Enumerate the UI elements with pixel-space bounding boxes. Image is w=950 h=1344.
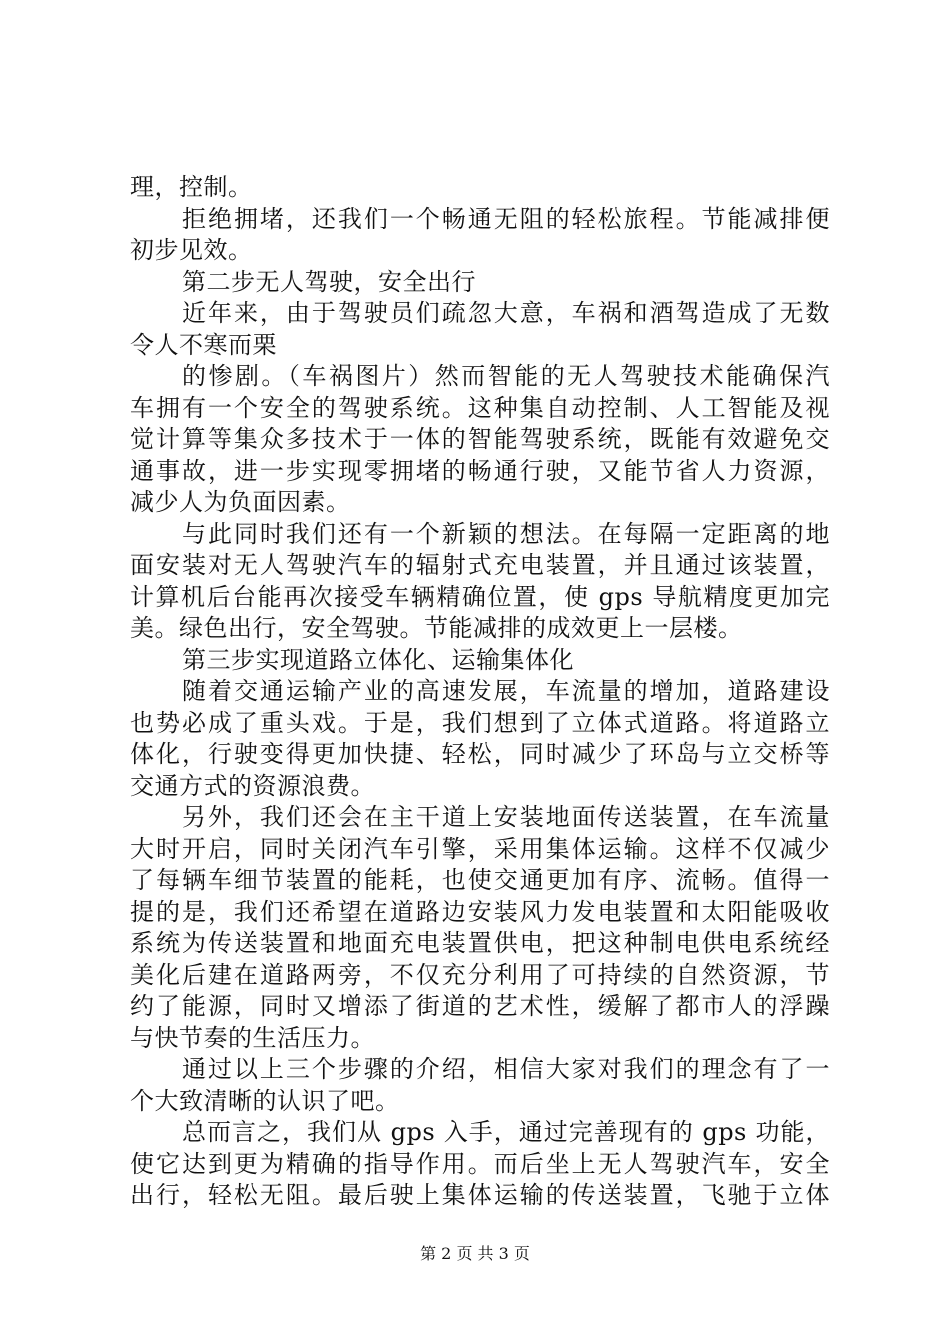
text-line: 大时开启，同时关闭汽车引擎，采用集体运输。这样不仅减少 bbox=[130, 834, 830, 863]
text-line: 提的是，我们还希望在道路边安装风力发电装置和太阳能吸收 bbox=[130, 897, 830, 926]
text-line: 近年来，由于驾驶员们疏忽大意，车祸和酒驾造成了无数 bbox=[182, 299, 830, 327]
text-line: 令人不寒而栗 bbox=[130, 330, 277, 359]
text-line: 美。绿色出行，安全驾驶。节能减排的成效更上一层楼。 bbox=[130, 614, 743, 642]
text-line: 也势必成了重头戏。于是，我们想到了立体式道路。将道路立 bbox=[130, 708, 830, 737]
text-line: 出行，轻松无阻。最后驶上集体运输的传送装置，飞驰于立体 bbox=[130, 1181, 830, 1209]
text-line: 面安装对无人驾驶汽车的辐射式充电装置，并且通过该装置， bbox=[130, 551, 830, 579]
text-line: 另外，我们还会在主干道上安装地面传送装置，在车流量 bbox=[182, 803, 830, 831]
section-heading: 第三步实现道路立体化、运输集体化 bbox=[182, 645, 574, 674]
text-line: 通过以上三个步骤的介绍，相信大家对我们的理念有了一 bbox=[182, 1055, 830, 1083]
text-line: 车拥有一个安全的驾驶系统。这种集自动控制、人工智能及视 bbox=[130, 393, 830, 422]
text-line: 的惨剧。（车祸图片）然而智能的无人驾驶技术能确保汽 bbox=[182, 362, 830, 390]
page-number-footer: 第 2 页 共 3 页 bbox=[420, 1244, 530, 1263]
text-line: 初步见效。 bbox=[130, 236, 253, 264]
text-line: 体化，行驶变得更加快捷、轻松，同时减少了环岛与立交桥等 bbox=[130, 740, 830, 768]
text-line: 觉计算等集众多技术于一体的智能驾驶系统，既能有效避免交 bbox=[130, 425, 830, 453]
text-line: 理，控制。 bbox=[130, 173, 253, 201]
text-line: 使它达到更为精确的指导作用。而后坐上无人驾驶汽车，安全 bbox=[130, 1149, 830, 1178]
text-line: 拒绝拥堵，还我们一个畅通无阻的轻松旅程。节能减排便 bbox=[182, 204, 830, 233]
text-line: 个大致清晰的认识了吧。 bbox=[130, 1086, 400, 1115]
text-line: 总而言之，我们从 gps 入手，通过完善现有的 gps 功能， bbox=[182, 1118, 830, 1146]
text-line: 系统为传送装置和地面充电装置供电，把这种制电供电系统经 bbox=[130, 929, 830, 957]
text-line: 计算机后台能再次接受车辆精确位置，使 gps 导航精度更加完 bbox=[130, 582, 830, 611]
text-line: 减少人为负面因素。 bbox=[130, 488, 351, 516]
section-heading: 第二步无人驾驶，安全出行 bbox=[182, 267, 476, 296]
text-line: 通事故，进一步实现零拥堵的畅通行驶，又能节省人力资源， bbox=[130, 456, 830, 485]
document-body bbox=[130, 172, 830, 1212]
text-line: 随着交通运输产业的高速发展，车流量的增加，道路建设 bbox=[182, 677, 830, 705]
text-line: 美化后建在道路两旁，不仅充分利用了可持续的自然资源，节 bbox=[130, 960, 830, 989]
text-line: 了每辆车细节装置的能耗，也使交通更加有序、流畅。值得一 bbox=[130, 866, 830, 894]
text-line: 与此同时我们还有一个新颖的想法。在每隔一定距离的地 bbox=[182, 519, 830, 548]
text-line: 交通方式的资源浪费。 bbox=[130, 771, 375, 800]
text-line: 约了能源，同时又增添了街道的艺术性，缓解了都市人的浮躁 bbox=[130, 992, 830, 1020]
text-line: 与快节奏的生活压力。 bbox=[130, 1023, 375, 1052]
